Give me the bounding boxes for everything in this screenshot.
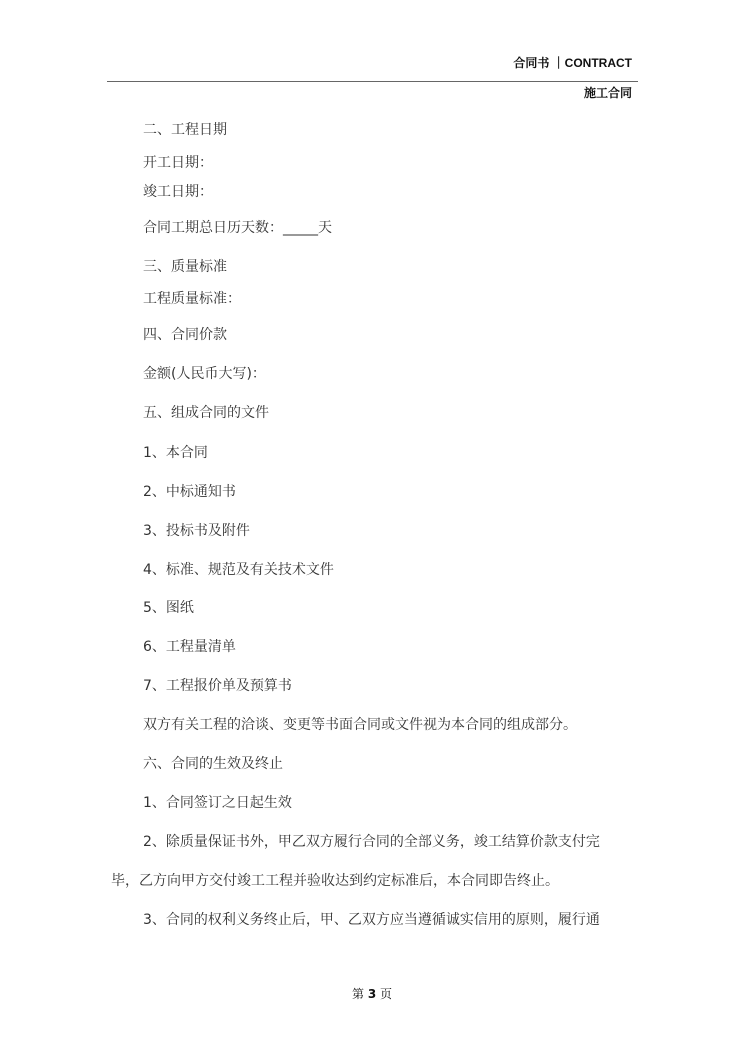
page-footer	[0, 985, 744, 1002]
header-subtitle: 施工合同	[583, 86, 632, 100]
page-number: 3	[367, 987, 377, 1001]
section-heading-dates: 二、工程日期	[143, 122, 227, 138]
section-heading-price: 四、合同价款	[143, 327, 227, 343]
validity-item-3: 3、合同的权利义务终止后，甲、乙双方应当遵循诚实信用的原则，履行通	[143, 912, 600, 928]
document-item-4: 4、标准、规范及有关技术文件	[143, 562, 334, 578]
section-heading-validity: 六、合同的生效及终止	[143, 756, 283, 772]
total-duration-field: 合同工期总日历天数：_____天	[143, 220, 332, 236]
start-date-field: 开工日期：	[143, 155, 213, 171]
footer-prefix: 第	[351, 987, 364, 1001]
validity-item-1: 1、合同签订之日起生效	[143, 795, 292, 811]
document-item-1: 1、本合同	[143, 445, 208, 461]
document-item-5: 5、图纸	[143, 600, 194, 616]
document-item-6: 6、工程量清单	[143, 639, 236, 655]
document-item-3: 3、投标书及附件	[143, 523, 250, 539]
header-divider	[107, 81, 638, 82]
header-title: 合同书 ｜CONTRACT	[513, 56, 632, 70]
section-heading-documents: 五、组成合同的文件	[143, 405, 269, 421]
document-item-2: 2、中标通知书	[143, 484, 236, 500]
completion-date-field: 竣工日期：	[143, 184, 213, 200]
document-item-7: 7、工程报价单及预算书	[143, 678, 292, 694]
documents-note: 双方有关工程的洽谈、变更等书面合同或文件视为本合同的组成部分。	[143, 717, 577, 733]
footer-suffix: 页	[380, 987, 393, 1001]
validity-item-2: 2、除质量保证书外，甲乙双方履行合同的全部义务，竣工结算价款支付完	[143, 834, 600, 850]
amount-field: 金额(人民币大写)：	[143, 366, 266, 382]
validity-item-2-continued: 毕，乙方向甲方交付竣工工程并验收达到约定标准后，本合同即告终止。	[111, 873, 559, 889]
section-heading-quality: 三、质量标准	[143, 259, 227, 275]
quality-standard-field: 工程质量标准：	[143, 291, 241, 307]
